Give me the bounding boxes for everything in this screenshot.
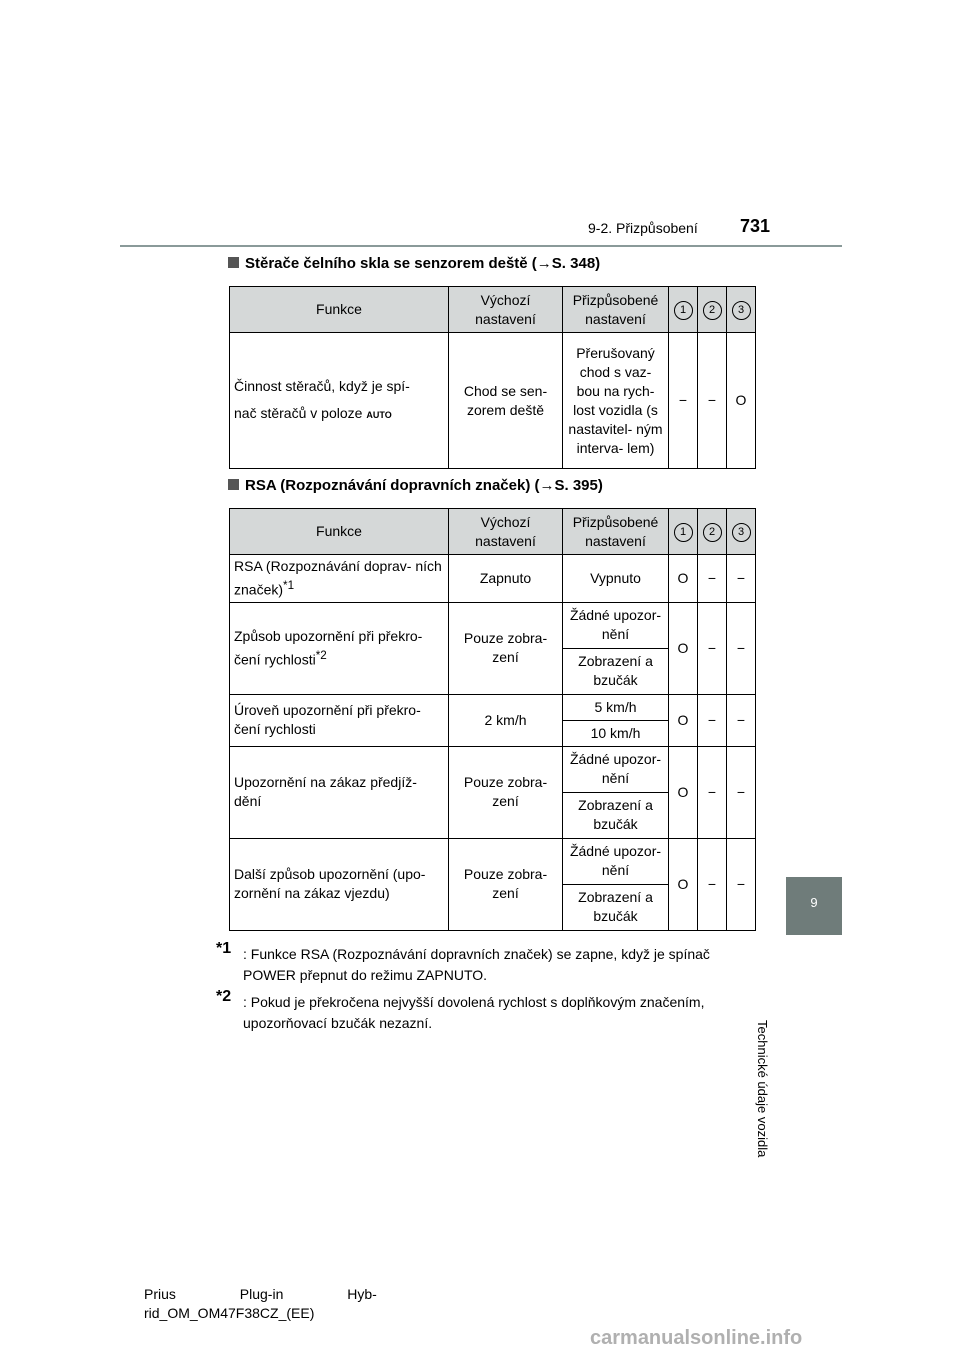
footnote-2: $^{*2}$ : Pokud je překročena nejvyšší dovolená rychlost s doplňkovým značením, upozorňovací bzučák nezazní. xyxy=(216,988,705,1031)
footnote-1: $^{*1}$ : Funkce RSA (Rozpoznávání dopravních značek) se zapne, když je spínač POWER přepnut do režimu ZAPNUTO. xyxy=(216,940,710,983)
col-prizpusobene: Přizpůsobené nastavení xyxy=(563,509,669,555)
col-prizpusobene: Přizpůsobené nastavení xyxy=(563,287,669,333)
table-row-function: Způsob upozornění při překro- čení rychlosti$^{*2}$ xyxy=(230,602,449,694)
header-rule xyxy=(120,245,842,247)
chapter-label: Technické údaje vozidla xyxy=(755,1020,770,1158)
document-footer: Prius Plug-in Hyb- rid_OM_OM47F38CZ_(EE) xyxy=(144,1286,377,1321)
col-1: 1 xyxy=(669,287,698,333)
col-2: 2 xyxy=(698,509,727,555)
footnote-marker: *2 xyxy=(216,988,232,1005)
col-funkce: Funkce xyxy=(230,509,449,555)
auto-icon: AUTO xyxy=(366,409,392,420)
col-1: 1 xyxy=(669,509,698,555)
rsa-settings-table: Funkce Výchozí nastavení Přizpůsobené nastavení 1 2 3 RSA (Rozpoznávání doprav- ních značek)$^{*1}$ Zapnuto Vypnuto O − − Způsob upozornění při překro- čení rychlosti$^{*2}$ Pouze zobra- zení Žádné upozor- nění O − − Zobrazení a bzučák Úroveň upozornění při překro- čení rychlosti 2 km/h 5 km/h O − − 10 km/h Upozornění na zákaz předjíž- dění Pouze zobra- zení Žádné upozor- nění O − − Zobrazení a bzučák Další způsob upozornění (upo- zornění na zákaz vjezdu) Pouze zobra- zení Žádné upozor- nění O − − Zobrazení a bzučák xyxy=(229,508,756,931)
wiper-default: Chod se sen- zorem deště xyxy=(449,333,563,469)
col-3: 3 xyxy=(727,509,756,555)
col-funkce: Funkce xyxy=(230,287,449,333)
watermark: carmanualsonline.info xyxy=(590,1327,803,1349)
table-row-function: Další způsob upozornění (upo- zornění na zákaz vjezdu) xyxy=(230,838,449,930)
table-row-function: Úroveň upozornění při překro- čení rychlosti xyxy=(230,694,449,746)
section2-title: RSA (Rozpoznávání dopravních značek) (→S. 395) xyxy=(228,477,603,494)
chapter-number: 9 xyxy=(810,895,818,910)
wiper-function: Činnost stěračů, když je spí- nač stěračů v poloze AUTO xyxy=(230,333,449,469)
section-header: 9-2. Přizpůsobení xyxy=(588,220,698,236)
wiper-settings-table xyxy=(229,286,756,469)
footnote-marker: *1 xyxy=(216,940,232,957)
col-2: 2 xyxy=(698,287,727,333)
page-number: 731 xyxy=(740,216,771,236)
wiper-custom: Přerušovaný chod s vaz- bou na rych- lost vozidla (s nastavitel- ným interva- lem) xyxy=(563,333,669,469)
chapter-tab xyxy=(786,877,842,935)
col-vychozi: Výchozí nastavení xyxy=(449,509,563,555)
wiper-c1: − xyxy=(669,333,698,469)
wiper-c3: O xyxy=(727,333,756,469)
table-row-function: Upozornění na zákaz předjíž- dění xyxy=(230,746,449,838)
col-3: 3 xyxy=(727,287,756,333)
wiper-c2: − xyxy=(698,333,727,469)
table-row-function: RSA (Rozpoznávání doprav- ních značek)$^{*1}$ xyxy=(230,555,449,603)
section1-title: Stěrače čelního skla se senzorem deště (→S. 348) xyxy=(228,255,600,272)
col-vychozi: Výchozí nastavení xyxy=(449,287,563,333)
